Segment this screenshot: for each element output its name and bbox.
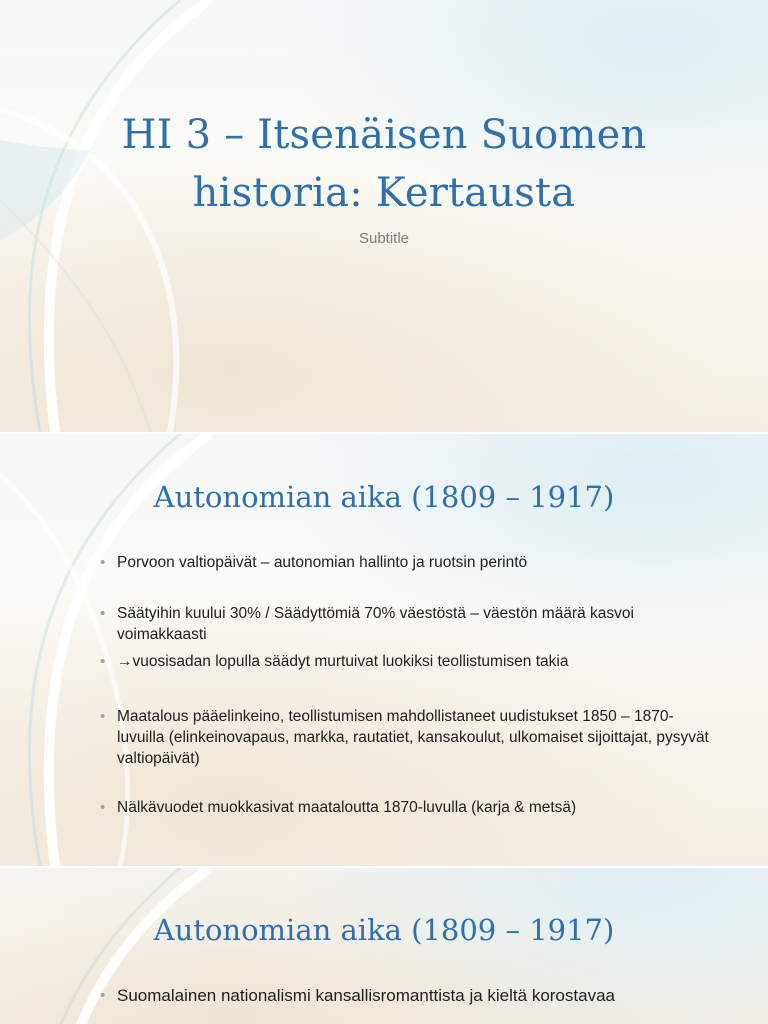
- bullet-icon: •: [100, 799, 106, 816]
- presentation-title: [0, 106, 768, 222]
- bullet-icon: •: [100, 605, 106, 622]
- list-item: [100, 706, 720, 769]
- bullet-text: Porvoon valtiopäivät – autonomian hallinto ja ruotsin perintö: [117, 554, 528, 571]
- bullet-icon: •: [100, 708, 106, 725]
- bullet-icon: •: [100, 653, 106, 670]
- subtitle: Subtitle: [358, 230, 410, 247]
- list-item: [100, 603, 720, 645]
- list-item: [100, 985, 720, 1006]
- bullet-icon: •: [100, 987, 106, 1004]
- slide-title: Autonomian aika (1809 – 1917): [153, 480, 615, 514]
- slide-2: [0, 434, 768, 866]
- list-item: [100, 651, 720, 672]
- title-line-2: historia: Kertausta: [192, 170, 576, 216]
- slide-title: Autonomian aika (1809 – 1917): [153, 913, 615, 947]
- bullet-text: Nälkävuodet muokkasivat maataloutta 1870-luvulla (karja & metsä): [117, 799, 577, 816]
- bullet-text: Suomalainen nationalismi kansallisromanttista ja kieltä korostavaa: [117, 986, 615, 1005]
- bullet-text: Säätyihin kuului 30% / Säädyttömiä 70% väestöstä – väestön määrä kasvoi voimakkaasti: [117, 605, 634, 643]
- bullet-icon: •: [100, 554, 106, 571]
- list-item: [100, 552, 720, 573]
- slide-3: [0, 868, 768, 1024]
- slide-1: [0, 0, 768, 432]
- title-line-1: HI 3 – Itsenäisen Suomen: [121, 112, 647, 158]
- list-item: [100, 797, 720, 818]
- bullet-text: Maatalous pääelinkeino, teollistumisen mahdollistaneet uudistukset 1850 – 1870-luvuilla (elinkeinovapaus, markka, rautatiet, kansakoulut, ulkomaiset sijoittajat, pysyvät valtiopäivät): [117, 708, 709, 767]
- bullet-text: →vuosisadan lopulla säädyt murtuivat luokiksi teollistumisen takia: [117, 653, 569, 670]
